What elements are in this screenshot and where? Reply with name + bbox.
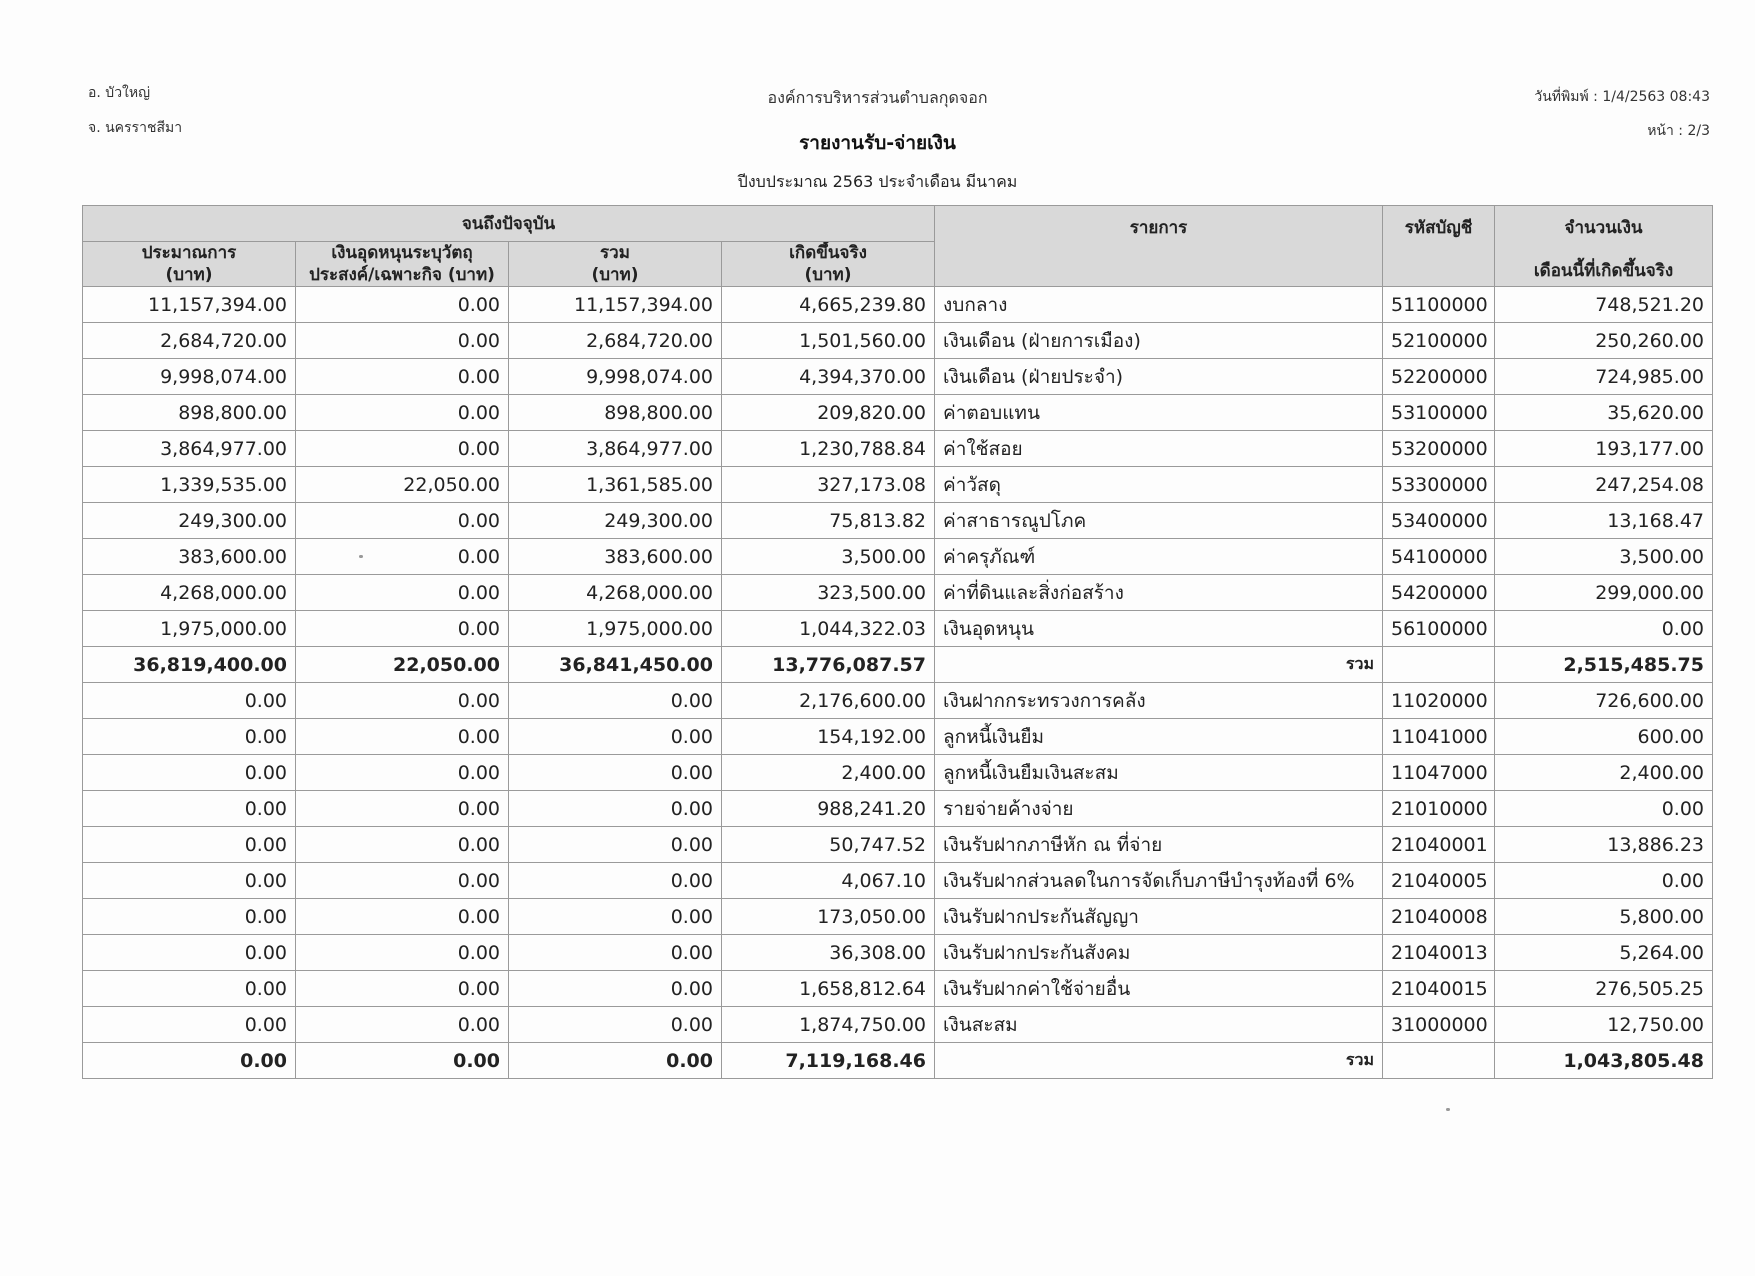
cell-subsidy: 0.00: [296, 827, 509, 863]
cell-total: 3,864,977.00: [509, 431, 722, 467]
cell-item: ลูกหนี้เงินยืม: [935, 719, 1383, 755]
province-label: จ. นครราชสีมา: [88, 120, 183, 136]
cell-code: 54100000: [1383, 539, 1495, 575]
cell-estimate: 383,600.00: [83, 539, 296, 575]
district-label: อ. บัวใหญ่: [88, 85, 151, 101]
cell-estimate: 0.00: [83, 791, 296, 827]
cell-code: 21040008: [1383, 899, 1495, 935]
cell-subsidy: 0.00: [296, 431, 509, 467]
cell-actual: 327,173.08: [722, 467, 935, 503]
table-row: [83, 971, 1713, 1007]
cell-actual: 50,747.52: [722, 827, 935, 863]
cell-total: 383,600.00: [509, 539, 722, 575]
table-row: [83, 1007, 1713, 1043]
cell-code: 56100000: [1383, 611, 1495, 647]
cell-amount: 5,800.00: [1495, 899, 1713, 935]
cell-total: 0.00: [509, 683, 722, 719]
cell-estimate: 0.00: [83, 683, 296, 719]
cell-code: 21040013: [1383, 935, 1495, 971]
cell-item: เงินสะสม: [935, 1007, 1383, 1043]
cell-actual: 323,500.00: [722, 575, 935, 611]
cell-estimate: 9,998,074.00: [83, 359, 296, 395]
cell-actual: 1,658,812.64: [722, 971, 935, 1007]
table-row: [83, 287, 1713, 323]
cell-subsidy: 0.00: [296, 359, 509, 395]
table-row: [83, 503, 1713, 539]
cell-total: 1,975,000.00: [509, 611, 722, 647]
cell-subsidy: 0.00: [296, 683, 509, 719]
cell-subsidy: 0.00: [296, 287, 509, 323]
header-subsidy: เงินอุดหนุนระบุวัตถุ ประสงค์/เฉพาะกิจ (บาท): [296, 242, 509, 287]
cell-subsidy: 0.00: [296, 755, 509, 791]
total-row: [83, 1043, 1713, 1079]
cell-code: 52100000: [1383, 323, 1495, 359]
cell-actual: 36,308.00: [722, 935, 935, 971]
cell-actual: 7,119,168.46: [722, 1043, 935, 1079]
cell-item: ลูกหนี้เงินยืมเงินสะสม: [935, 755, 1383, 791]
cell-amount: 726,600.00: [1495, 683, 1713, 719]
cell-estimate: 0.00: [83, 719, 296, 755]
report-title: รายงานรับ-จ่ายเงิน: [799, 132, 956, 154]
cell-subsidy: 0.00: [296, 1007, 509, 1043]
scan-speck: [359, 555, 363, 558]
cell-subsidy: 0.00: [296, 611, 509, 647]
table-row: [83, 323, 1713, 359]
header-row-1: [83, 206, 1713, 242]
cell-item: ค่าที่ดินและสิ่งก่อสร้าง: [935, 575, 1383, 611]
table-row: [83, 539, 1713, 575]
cell-actual: 3,500.00: [722, 539, 935, 575]
cell-amount: 299,000.00: [1495, 575, 1713, 611]
cell-actual: 1,044,322.03: [722, 611, 935, 647]
cell-code: 21040001: [1383, 827, 1495, 863]
cell-item: เงินรับฝากประกันสัญญา: [935, 899, 1383, 935]
scan-speck: [1446, 1108, 1450, 1111]
header-code: รหัสบัญชี: [1383, 206, 1495, 287]
cell-subsidy: 0.00: [296, 719, 509, 755]
cell-subsidy: 0.00: [296, 935, 509, 971]
cell-subsidy: 0.00: [296, 539, 509, 575]
cell-actual: 75,813.82: [722, 503, 935, 539]
table-row: [83, 791, 1713, 827]
cell-item: ค่าสาธารณูปโภค: [935, 503, 1383, 539]
total-label: รวม: [935, 1043, 1383, 1079]
cell-subsidy: 0.00: [296, 395, 509, 431]
cell-estimate: 3,864,977.00: [83, 431, 296, 467]
cell-estimate: 36,819,400.00: [83, 647, 296, 683]
cell-item: เงินรับฝากค่าใช้จ่ายอื่น: [935, 971, 1383, 1007]
cell-estimate: 0.00: [83, 971, 296, 1007]
cell-code: [1383, 647, 1495, 683]
table-row: [83, 395, 1713, 431]
cell-estimate: 249,300.00: [83, 503, 296, 539]
cell-item: เงินฝากกระทรวงการคลัง: [935, 683, 1383, 719]
header-estimate: ประมาณการ (บาท): [83, 242, 296, 287]
cell-total: 0.00: [509, 863, 722, 899]
cell-actual: 4,394,370.00: [722, 359, 935, 395]
cell-code: 21040015: [1383, 971, 1495, 1007]
cell-total: 898,800.00: [509, 395, 722, 431]
cell-total: 9,998,074.00: [509, 359, 722, 395]
header-actual: เกิดขึ้นจริง (บาท): [722, 242, 935, 287]
cell-subsidy: 0.00: [296, 575, 509, 611]
cell-subsidy: 0.00: [296, 971, 509, 1007]
cell-amount: 250,260.00: [1495, 323, 1713, 359]
cell-subsidy: 0.00: [296, 863, 509, 899]
table-row: [83, 899, 1713, 935]
group-header-cumulative: จนถึงปัจจุบัน: [83, 206, 935, 242]
cell-actual: 173,050.00: [722, 899, 935, 935]
cell-estimate: 4,268,000.00: [83, 575, 296, 611]
table-row: [83, 683, 1713, 719]
cell-code: [1383, 1043, 1495, 1079]
header-amount-sublabel: เดือนนี้ที่เกิดขึ้นจริง: [1533, 261, 1674, 281]
header-total: รวม (บาท): [509, 242, 722, 287]
cell-amount: 276,505.25: [1495, 971, 1713, 1007]
total-label: รวม: [935, 647, 1383, 683]
cell-amount: 1,043,805.48: [1495, 1043, 1713, 1079]
cell-total: 0.00: [509, 827, 722, 863]
cell-actual: 988,241.20: [722, 791, 935, 827]
table-row: [83, 431, 1713, 467]
table-row: [83, 467, 1713, 503]
cell-estimate: 898,800.00: [83, 395, 296, 431]
header-item: รายการ: [935, 206, 1383, 287]
cell-item: ค่าครุภัณฑ์: [935, 539, 1383, 575]
cell-item: เงินอุดหนุน: [935, 611, 1383, 647]
cell-code: 53400000: [1383, 503, 1495, 539]
page-number: หน้า : 2/3: [1647, 123, 1710, 139]
cell-amount: 0.00: [1495, 863, 1713, 899]
cell-code: 11020000: [1383, 683, 1495, 719]
cell-amount: 0.00: [1495, 611, 1713, 647]
cell-item: เงินเดือน (ฝ่ายประจำ): [935, 359, 1383, 395]
cell-amount: 247,254.08: [1495, 467, 1713, 503]
table-row: [83, 719, 1713, 755]
cell-subsidy: 22,050.00: [296, 647, 509, 683]
cell-item: งบกลาง: [935, 287, 1383, 323]
cell-code: 21010000: [1383, 791, 1495, 827]
cell-item: เงินรับฝากภาษีหัก ณ ที่จ่าย: [935, 827, 1383, 863]
table-row: [83, 575, 1713, 611]
print-date: วันที่พิมพ์ : 1/4/2563 08:43: [1534, 89, 1710, 105]
cell-amount: 193,177.00: [1495, 431, 1713, 467]
cell-actual: 2,176,600.00: [722, 683, 935, 719]
cell-amount: 12,750.00: [1495, 1007, 1713, 1043]
total-row: [83, 647, 1713, 683]
cell-total: 249,300.00: [509, 503, 722, 539]
cell-total: 0.00: [509, 719, 722, 755]
cell-code: 11041000: [1383, 719, 1495, 755]
cell-estimate: 0.00: [83, 755, 296, 791]
table-row: [83, 863, 1713, 899]
cell-item: รายจ่ายค้างจ่าย: [935, 791, 1383, 827]
cell-total: 0.00: [509, 791, 722, 827]
cell-total: 11,157,394.00: [509, 287, 722, 323]
cell-estimate: 0.00: [83, 1043, 296, 1079]
cell-code: 31000000: [1383, 1007, 1495, 1043]
cell-amount: 748,521.20: [1495, 287, 1713, 323]
cell-total: 0.00: [509, 755, 722, 791]
cell-actual: 13,776,087.57: [722, 647, 935, 683]
cell-code: 54200000: [1383, 575, 1495, 611]
cell-estimate: 11,157,394.00: [83, 287, 296, 323]
cell-amount: 35,620.00: [1495, 395, 1713, 431]
cell-total: 0.00: [509, 1007, 722, 1043]
cell-actual: 4,665,239.80: [722, 287, 935, 323]
cell-subsidy: 0.00: [296, 791, 509, 827]
cell-total: 1,361,585.00: [509, 467, 722, 503]
table-row: [83, 611, 1713, 647]
cell-code: 53300000: [1383, 467, 1495, 503]
cell-actual: 209,820.00: [722, 395, 935, 431]
cell-total: 36,841,450.00: [509, 647, 722, 683]
cell-actual: 1,501,560.00: [722, 323, 935, 359]
organization-name: องค์การบริหารส่วนตำบลกุดจอก: [767, 88, 988, 107]
cell-estimate: 2,684,720.00: [83, 323, 296, 359]
cell-amount: 3,500.00: [1495, 539, 1713, 575]
cell-code: 21040005: [1383, 863, 1495, 899]
table-row: [83, 827, 1713, 863]
cell-estimate: 0.00: [83, 827, 296, 863]
cell-item: ค่าใช้สอย: [935, 431, 1383, 467]
cell-subsidy: 0.00: [296, 899, 509, 935]
cell-total: 4,268,000.00: [509, 575, 722, 611]
report-table: [82, 205, 1713, 1079]
header-amount-label: จำนวนเงิน: [1564, 218, 1643, 238]
report-body: [83, 287, 1713, 1079]
cell-total: 0.00: [509, 1043, 722, 1079]
cell-code: 53200000: [1383, 431, 1495, 467]
cell-subsidy: 0.00: [296, 1043, 509, 1079]
cell-estimate: 0.00: [83, 899, 296, 935]
cell-code: 53100000: [1383, 395, 1495, 431]
cell-item: ค่าวัสดุ: [935, 467, 1383, 503]
cell-actual: 2,400.00: [722, 755, 935, 791]
cell-estimate: 0.00: [83, 1007, 296, 1043]
cell-actual: 1,230,788.84: [722, 431, 935, 467]
cell-amount: 13,886.23: [1495, 827, 1713, 863]
cell-total: 0.00: [509, 971, 722, 1007]
cell-subsidy: 22,050.00: [296, 467, 509, 503]
cell-amount: 13,168.47: [1495, 503, 1713, 539]
table-row: [83, 359, 1713, 395]
cell-subsidy: 0.00: [296, 503, 509, 539]
table-row: [83, 935, 1713, 971]
cell-code: 11047000: [1383, 755, 1495, 791]
cell-code: 51100000: [1383, 287, 1495, 323]
cell-amount: 600.00: [1495, 719, 1713, 755]
cell-total: 2,684,720.00: [509, 323, 722, 359]
cell-code: 52200000: [1383, 359, 1495, 395]
cell-estimate: 1,975,000.00: [83, 611, 296, 647]
cell-total: 0.00: [509, 899, 722, 935]
cell-actual: 4,067.10: [722, 863, 935, 899]
cell-estimate: 0.00: [83, 935, 296, 971]
cell-item: เงินเดือน (ฝ่ายการเมือง): [935, 323, 1383, 359]
cell-actual: 154,192.00: [722, 719, 935, 755]
cell-estimate: 1,339,535.00: [83, 467, 296, 503]
cell-item: เงินรับฝากส่วนลดในการจัดเก็บภาษีบำรุงท้องที่ 6%: [935, 863, 1383, 899]
cell-estimate: 0.00: [83, 863, 296, 899]
cell-subsidy: 0.00: [296, 323, 509, 359]
cell-amount: 0.00: [1495, 791, 1713, 827]
report-period: ปีงบประมาณ 2563 ประจำเดือน มีนาคม: [737, 172, 1018, 191]
header-amount: [1495, 206, 1713, 287]
cell-amount: 724,985.00: [1495, 359, 1713, 395]
cell-item: เงินรับฝากประกันสังคม: [935, 935, 1383, 971]
cell-amount: 2,515,485.75: [1495, 647, 1713, 683]
cell-amount: 5,264.00: [1495, 935, 1713, 971]
cell-actual: 1,874,750.00: [722, 1007, 935, 1043]
cell-amount: 2,400.00: [1495, 755, 1713, 791]
cell-item: ค่าตอบแทน: [935, 395, 1383, 431]
table-row: [83, 755, 1713, 791]
cell-total: 0.00: [509, 935, 722, 971]
